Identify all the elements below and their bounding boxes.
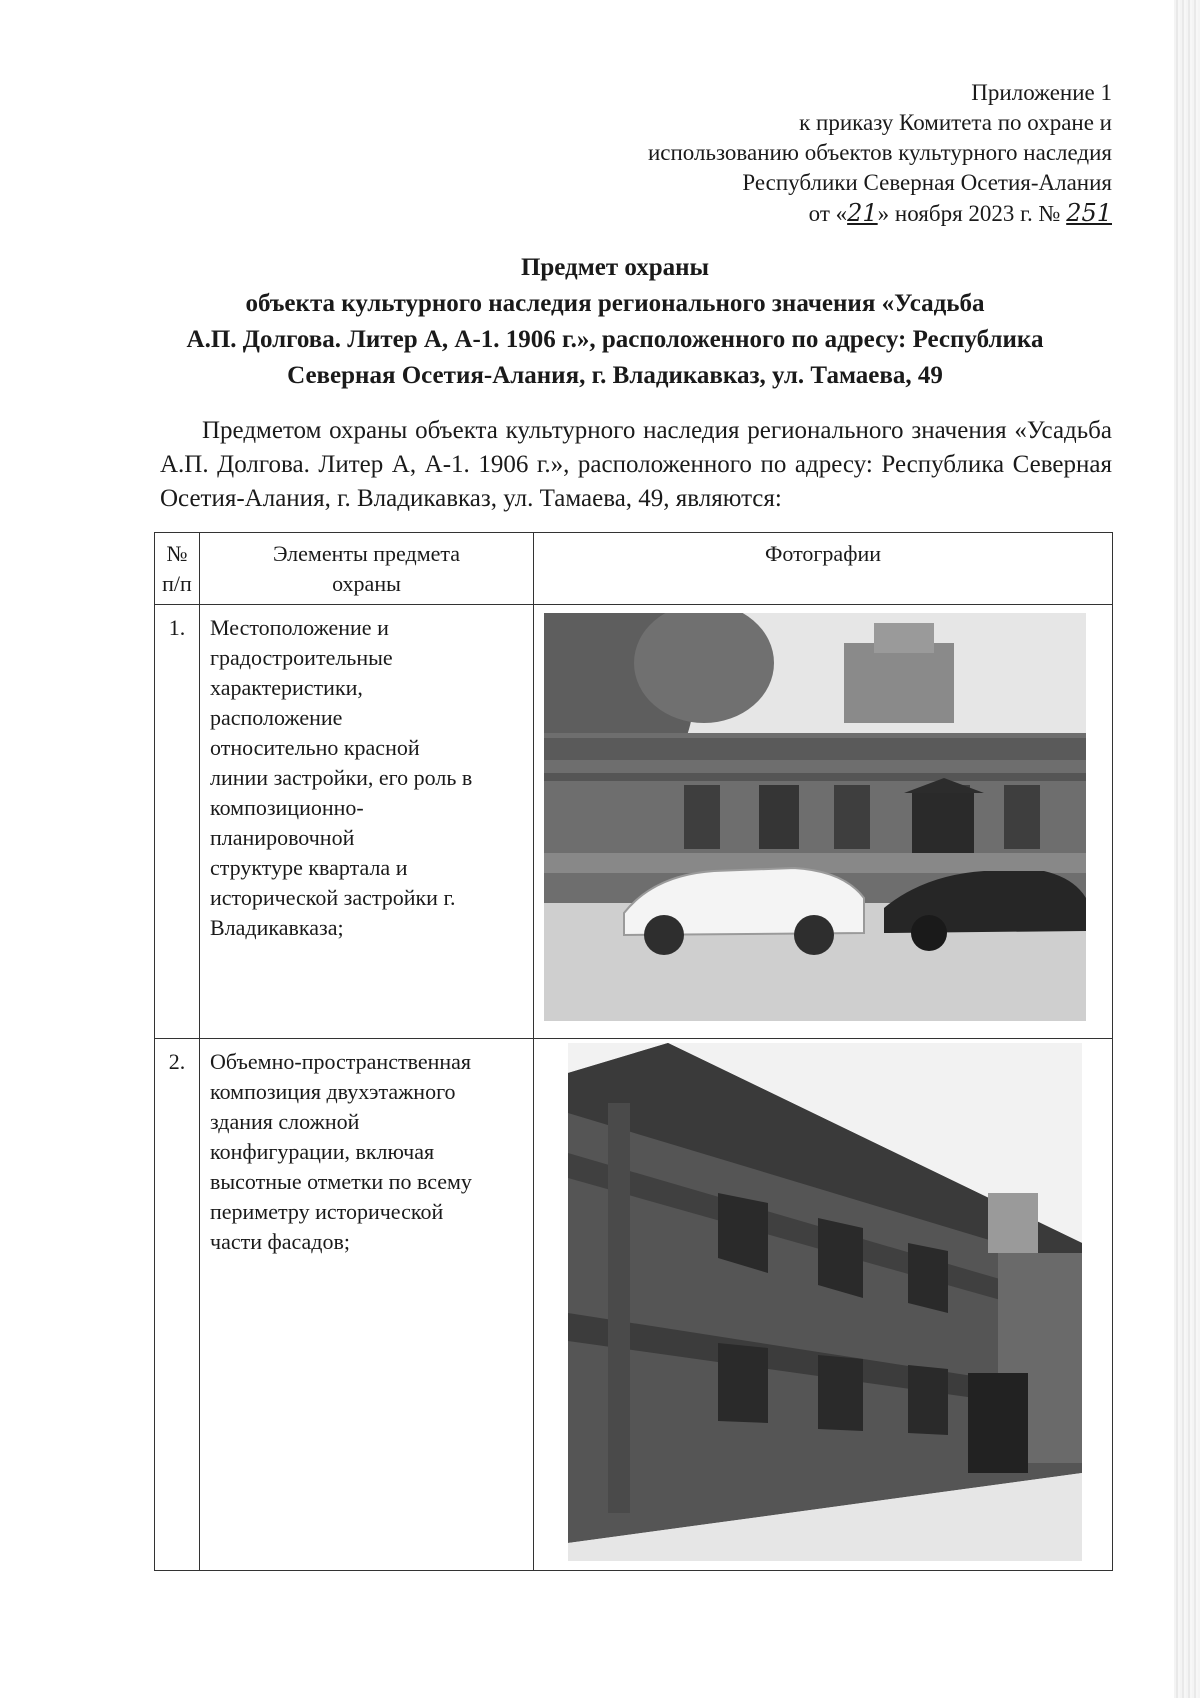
photo-cell <box>534 605 1113 1039</box>
order-number: 251 <box>1066 199 1112 227</box>
photo-cell <box>534 1039 1113 1571</box>
appendix-header <box>472 78 1112 229</box>
row-line: композиция двухэтажного <box>210 1079 456 1104</box>
row-line: расположение <box>210 705 343 730</box>
table-header-row <box>155 533 1113 605</box>
row-line: относительно красной <box>210 735 420 760</box>
street-view-photo <box>544 613 1086 1021</box>
header-elements-line-2: охраны <box>332 571 401 596</box>
scan-edge <box>1174 0 1200 1698</box>
row-line: композиционно- <box>210 795 364 820</box>
header-number <box>155 533 200 605</box>
intro-text: Предметом охраны объекта культурного наследия регионального значения «Усадьба А.П. Долгова. Литер А, А-1. 1906 г.», расположенного по адресу: Республика Северная Осетия-Алания, г. Владикавказ, ул. Тамаева, 49, являются: <box>160 417 1112 512</box>
row-line: Объемно-пространственная <box>210 1049 472 1074</box>
row-line: части фасадов; <box>210 1229 350 1254</box>
row-line: здания сложной <box>210 1109 360 1134</box>
row-line: Владикавказа; <box>210 915 344 940</box>
header-number-line-2: п/п <box>162 571 192 596</box>
row-line: характеристики, <box>210 675 363 700</box>
row-line: высотные отметки по всему <box>210 1169 472 1194</box>
header-number-line-1: № <box>166 541 188 566</box>
appendix-date-line <box>472 198 1112 229</box>
row-element-text <box>200 605 534 1039</box>
row-line: Местоположение и <box>210 615 389 640</box>
document-title <box>120 250 1110 394</box>
header-elements-line-1: Элементы предмета <box>272 541 461 566</box>
date-prefix: от « <box>808 201 848 226</box>
header-elements <box>200 533 534 605</box>
title-line-4: Северная Осетия-Алания, г. Владикавказ, ул. Тамаева, 49 <box>287 362 943 389</box>
row-line: градостроительные <box>210 645 393 670</box>
row-line: периметру исторической <box>210 1199 444 1224</box>
street-view-image <box>544 613 1086 1021</box>
row-line: конфигурации, включая <box>210 1139 435 1164</box>
row-line: исторической застройки г. <box>210 885 456 910</box>
table-row <box>155 1039 1113 1571</box>
appendix-line-2: к приказу Комитета по охране и <box>799 110 1112 135</box>
row-element-text <box>200 1039 534 1571</box>
title-line-1: Предмет охраны <box>520 254 710 281</box>
table-row <box>155 605 1113 1039</box>
row-number: 1. <box>155 605 200 1039</box>
appendix-line-3: использованию объектов культурного наследия <box>647 140 1112 165</box>
facade-image <box>568 1043 1082 1561</box>
date-middle: » ноября 2023 г. № <box>877 201 1061 226</box>
facade-photo <box>568 1043 1082 1561</box>
intro-paragraph <box>160 414 1112 516</box>
header-photos: Фотографии <box>534 533 1113 605</box>
row-line: планировочной <box>210 825 355 850</box>
row-line: структуре квартала и <box>210 855 408 880</box>
row-number: 2. <box>155 1039 200 1571</box>
appendix-line-1: Приложение 1 <box>971 80 1112 105</box>
appendix-line-4: Республики Северная Осетия-Алания <box>742 170 1112 195</box>
date-day: 21 <box>847 199 878 227</box>
title-line-2: объекта культурного наследия регионального значения «Усадьба <box>245 290 985 317</box>
protection-table <box>154 532 1113 1571</box>
row-line: линии застройки, его роль в <box>210 765 473 790</box>
title-line-3: А.П. Долгова. Литер А, А-1. 1906 г.», расположенного по адресу: Республика <box>186 326 1044 353</box>
